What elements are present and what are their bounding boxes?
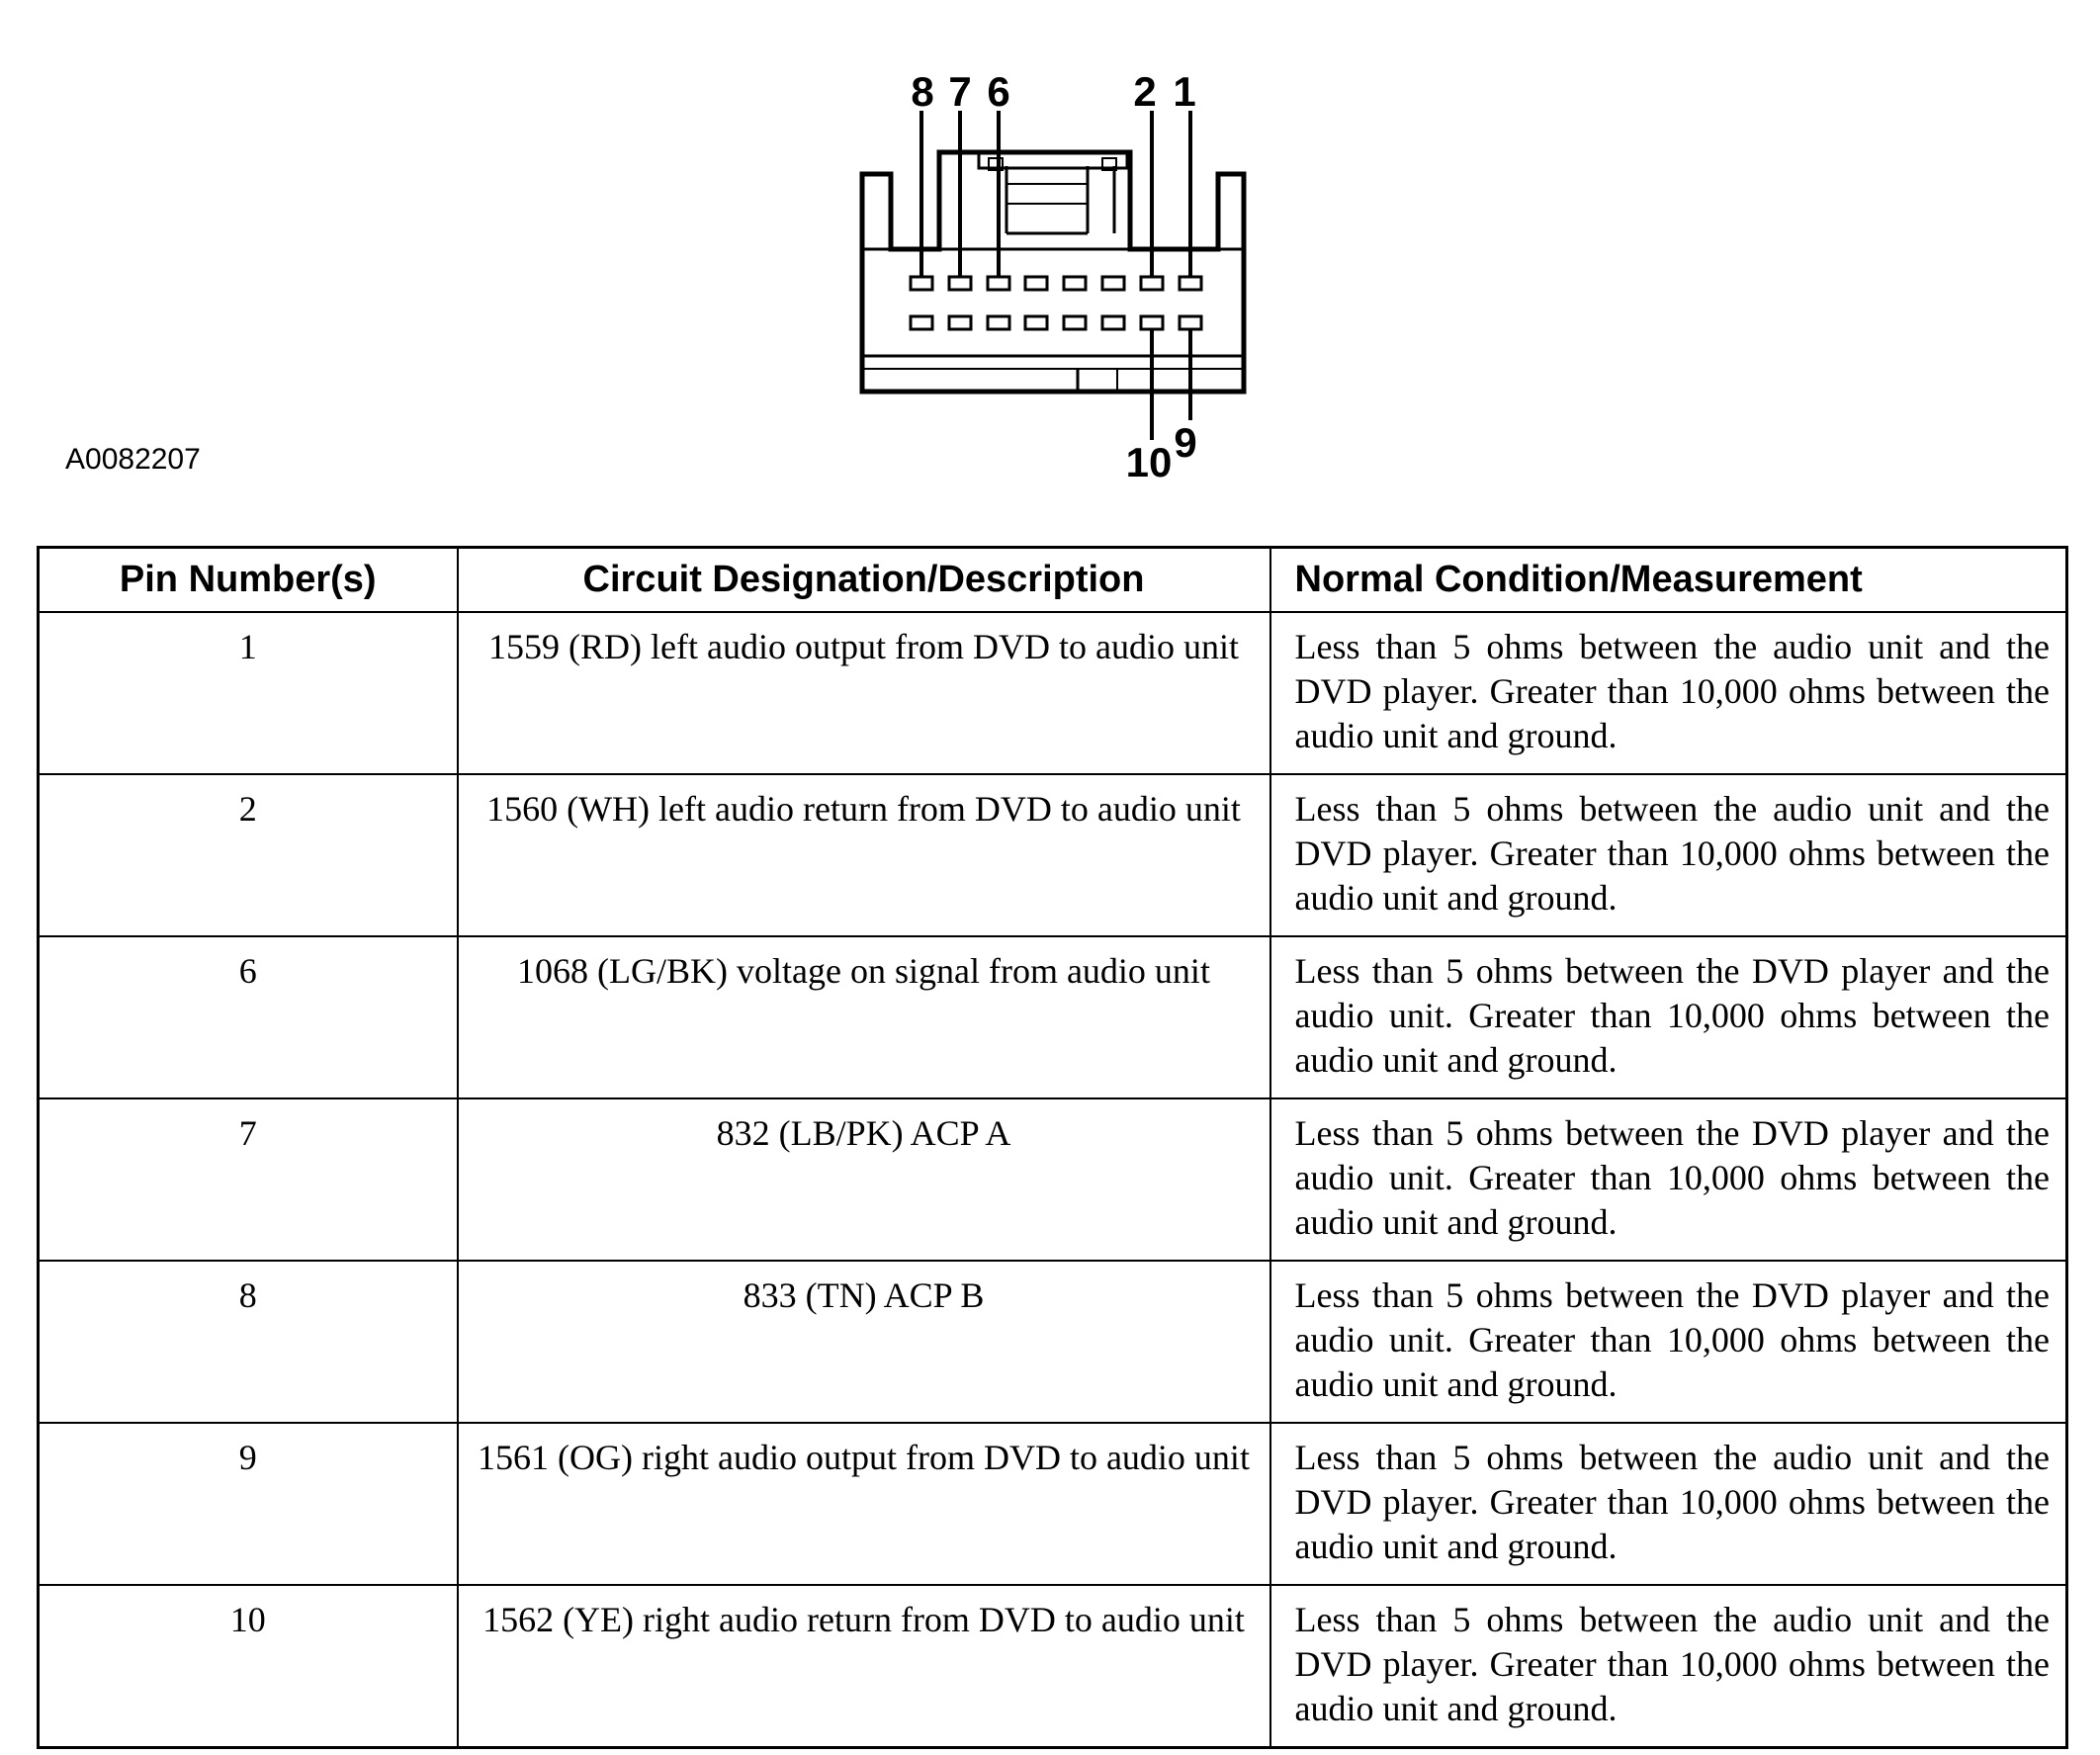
header-circuit: Circuit Designation/Description [458, 548, 1270, 613]
pin-label-1: 1 [1173, 68, 1196, 115]
connector-body [862, 152, 1244, 392]
circuit-cell: 1562 (YE) right audio return from DVD to audio unit [458, 1585, 1270, 1748]
pin-label-6: 6 [987, 68, 1010, 115]
circuit-cell: 832 (LB/PK) ACP A [458, 1098, 1270, 1261]
circuit-cell: 1561 (OG) right audio output from DVD to audio unit [458, 1423, 1270, 1585]
pin-label-8: 8 [911, 68, 934, 115]
pin-number-cell: 1 [39, 612, 458, 774]
pin-number-cell: 6 [39, 936, 458, 1098]
table-header-row [39, 548, 2067, 613]
condition-cell: Less than 5 ohms between the DVD player and the audio unit. Greater than 10,000 ohms between the audio unit and ground. [1270, 1098, 2067, 1261]
condition-cell: Less than 5 ohms between the audio unit and the DVD player. Greater than 10,000 ohms between the audio unit and ground. [1270, 1423, 2067, 1585]
connector-diagram [0, 0, 2100, 494]
table-row [39, 774, 2067, 936]
table-row [39, 1585, 2067, 1748]
pin-number-cell: 8 [39, 1261, 458, 1423]
table-row [39, 612, 2067, 774]
circuit-cell: 1560 (WH) left audio return from DVD to audio unit [458, 774, 1270, 936]
table-row [39, 1423, 2067, 1585]
condition-cell: Less than 5 ohms between the audio unit and the DVD player. Greater than 10,000 ohms between the audio unit and ground. [1270, 1585, 2067, 1748]
table-row [39, 1261, 2067, 1423]
circuit-cell: 1559 (RD) left audio output from DVD to audio unit [458, 612, 1270, 774]
condition-cell: Less than 5 ohms between the DVD player and the audio unit. Greater than 10,000 ohms between the audio unit and ground. [1270, 936, 2067, 1098]
condition-cell: Less than 5 ohms between the audio unit and the DVD player. Greater than 10,000 ohms between the audio unit and ground. [1270, 774, 2067, 936]
pin-cavities-bottom-row [911, 316, 1201, 329]
pin-label-10: 10 [1125, 439, 1173, 485]
pin-label-9: 9 [1174, 419, 1197, 466]
table-row [39, 1098, 2067, 1261]
condition-cell: Less than 5 ohms between the audio unit and the DVD player. Greater than 10,000 ohms between the audio unit and ground. [1270, 612, 2067, 774]
circuit-cell: 1068 (LG/BK) voltage on signal from audio unit [458, 936, 1270, 1098]
table-row [39, 936, 2067, 1098]
circuit-cell: 833 (TN) ACP B [458, 1261, 1270, 1423]
pin-cavities-top-row [911, 277, 1201, 290]
pin-number-cell: 2 [39, 774, 458, 936]
pin-number-cell: 10 [39, 1585, 458, 1748]
pin-label-2: 2 [1133, 68, 1157, 115]
pin-number-cell: 7 [39, 1098, 458, 1261]
header-condition: Normal Condition/Measurement [1270, 548, 2067, 613]
condition-cell: Less than 5 ohms between the DVD player and the audio unit. Greater than 10,000 ohms between the audio unit and ground. [1270, 1261, 2067, 1423]
pin-number-cell: 9 [39, 1423, 458, 1585]
pin-label-7: 7 [948, 68, 972, 115]
header-pin-numbers: Pin Number(s) [39, 548, 458, 613]
pin-table [37, 546, 2068, 1749]
figure-id: A0082207 [65, 443, 201, 476]
